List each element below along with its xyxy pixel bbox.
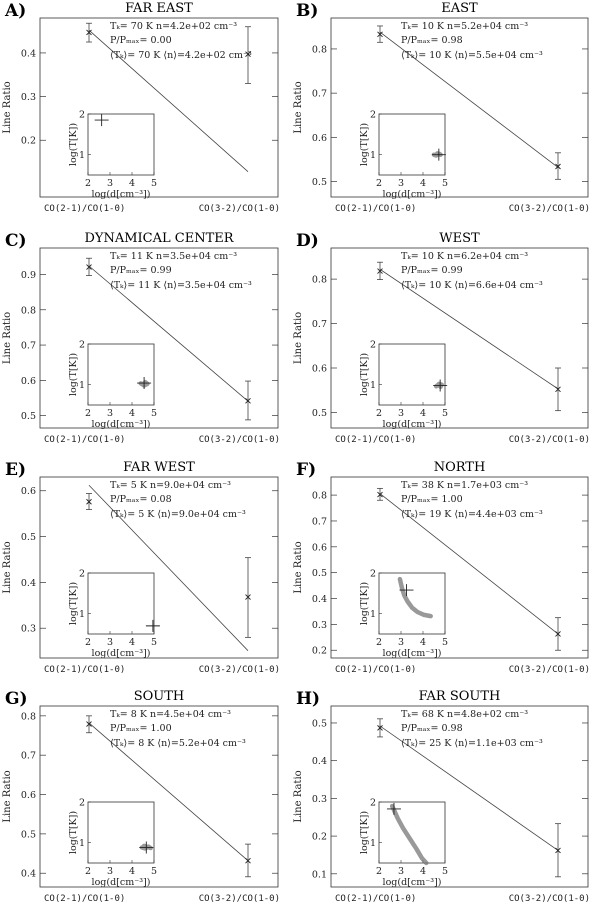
panel-label: B) [296,1,319,21]
inset-frame [88,344,154,405]
inset-x-tick-label: 5 [150,866,158,877]
inset-y-tick-label: 2 [369,339,376,351]
y-tick-label: 0.7 [20,750,36,762]
fit-annotation: ⟨Tₖ⟩= 11 K ⟨n⟩=3.5e+04 cm⁻³ [110,280,252,291]
panel-label: D) [296,231,319,251]
inset-frame [379,114,445,175]
fit-annotation: P/Pₘₐₓ= 0.99 [110,265,172,276]
y-tick-label: 0.2 [311,645,327,657]
y-tick-label: 0.1 [311,869,327,881]
inset-x-tick-label: 5 [150,408,158,419]
y-axis-label: Line Ratio [293,311,304,365]
fit-annotation: ⟨Tₖ⟩= 70 K ⟨n⟩=4.2e+02 cm⁻³ [110,50,252,61]
y-tick-label: 0.9 [20,269,36,281]
inset-y-tick-label: 1 [369,609,376,621]
inset-y-label: log(T[K]) [359,810,370,855]
panel-label: E) [5,460,27,480]
y-axis-label: Line Ratio [293,81,304,134]
fit-annotation: Tₖ= 10 K n=5.2e+04 cm⁻³ [401,21,529,32]
inset-y-tick-label: 2 [369,797,376,809]
inset-x-tick-label: 4 [419,637,427,648]
panel-label: A) [5,1,27,21]
x-category-label: CO(3-2)/CO(1-0) [198,894,280,904]
inset-x-tick-label: 3 [397,408,405,419]
inset-x-tick-label: 3 [397,866,405,877]
y-tick-label: 0.4 [20,868,36,880]
y-tick-label: 0.4 [20,48,36,60]
y-tick-label: 0.4 [20,577,36,589]
x-category-label: CO(2-1)/CO(1-0) [335,435,417,445]
inset-x-label: log(d[cm⁻³]) [91,877,151,888]
inset-frame [88,573,154,634]
inset-x-label: log(d[cm⁻³]) [382,648,442,659]
inset-x-label: log(d[cm⁻³]) [91,648,151,659]
inset-y-tick-label: 1 [369,380,376,392]
fit-annotation: Tₖ= 38 K n=1.7e+03 cm⁻³ [401,480,529,491]
y-tick-label: 0.7 [20,340,36,352]
fit-annotation: Tₖ= 10 K n=6.2e+04 cm⁻³ [401,251,529,262]
inset-frame [88,114,154,175]
inset-x-tick-label: 4 [128,866,136,877]
panel-title: FAR SOUTH [418,689,501,704]
inset-x-tick-label: 2 [375,637,383,648]
y-axis-label: Line Ratio [293,541,304,594]
y-tick-label: 0.5 [311,718,327,730]
y-axis-label: Line Ratio [293,770,304,823]
inset-x-tick-label: 4 [128,408,136,419]
y-axis-label: Line Ratio [2,541,13,594]
inset-y-label: log(T[K]) [68,122,79,167]
inset-y-tick-label: 2 [78,339,85,351]
panel-3 [2,231,280,445]
x-category-label: CO(3-2)/CO(1-0) [508,435,590,445]
panel-1 [2,1,280,214]
y-tick-label: 0.3 [20,623,36,635]
x-category-label: CO(2-1)/CO(1-0) [44,894,126,904]
x-category-label: CO(3-2)/CO(1-0) [198,435,280,445]
x-category-label: CO(2-1)/CO(1-0) [335,665,417,675]
y-tick-label: 0.4 [311,756,327,768]
inset-x-tick-label: 3 [106,408,114,419]
fit-annotation: ⟨Tₖ⟩= 5 K ⟨n⟩=9.0e+04 cm⁻³ [110,509,246,520]
panel-title: EAST [441,1,478,16]
inset-x-tick-label: 5 [150,178,158,189]
x-category-label: CO(2-1)/CO(1-0) [44,665,126,675]
inset-x-label: log(d[cm⁻³]) [382,877,442,888]
x-category-label: CO(3-2)/CO(1-0) [508,204,590,214]
y-tick-label: 0.7 [311,319,327,331]
panel-2 [293,1,590,214]
y-tick-label: 0.6 [311,363,327,375]
inset-x-tick-label: 4 [419,178,427,189]
panel-label: F) [296,460,317,480]
fit-annotation: P/Pₘₐₓ= 1.00 [110,723,172,734]
panel-title: WEST [439,231,480,246]
inset-y-label: log(T[K]) [359,581,370,626]
y-tick-label: 0.6 [20,790,36,802]
y-tick-label: 0.5 [311,568,327,580]
x-category-label: CO(2-1)/CO(1-0) [44,204,126,214]
fit-annotation: ⟨Tₖ⟩= 10 K ⟨n⟩=5.5e+04 cm⁻³ [401,50,543,61]
panel-6 [293,460,590,675]
fit-annotation: P/Pₘₐₓ= 0.00 [110,35,172,46]
inset-x-tick-label: 3 [106,637,114,648]
fit-annotation: Tₖ= 5 K n=9.0e+04 cm⁻³ [110,480,231,491]
inset-x-tick-label: 3 [397,178,405,189]
fit-annotation: P/Pₘₐₓ= 0.08 [110,494,172,505]
panel-4 [293,231,590,445]
y-tick-label: 0.7 [311,88,327,100]
inset-x-label: log(d[cm⁻³]) [382,419,442,430]
inset-x-tick-label: 2 [84,637,92,648]
inset-y-label: log(T[K]) [68,581,79,626]
inset-y-tick-label: 1 [78,609,85,621]
inset-x-tick-label: 5 [441,178,449,189]
y-tick-label: 0.6 [311,132,327,144]
inset-x-tick-label: 3 [106,866,114,877]
inset-y-tick-label: 2 [369,109,376,121]
fit-annotation: Tₖ= 68 K n=4.8e+02 cm⁻³ [401,709,529,720]
inset-y-label: log(T[K]) [359,122,370,167]
inset-y-tick-label: 1 [78,150,85,162]
y-tick-label: 0.6 [20,375,36,387]
inset-y-tick-label: 1 [369,150,376,162]
y-tick-label: 0.2 [311,831,327,843]
y-tick-label: 0.5 [20,532,36,544]
y-tick-label: 0.8 [311,490,327,502]
inset-x-tick-label: 5 [441,637,449,648]
y-tick-label: 0.8 [20,305,36,317]
inset-x-tick-label: 4 [128,637,136,648]
inset-y-label: log(T[K]) [68,352,79,397]
inset-x-tick-label: 5 [150,637,158,648]
x-category-label: CO(3-2)/CO(1-0) [508,894,590,904]
y-tick-label: 0.8 [20,711,36,723]
y-tick-label: 0.7 [311,516,327,528]
inset-y-tick-label: 2 [78,109,85,121]
fit-annotation: P/Pₘₐₓ= 0.99 [401,265,463,276]
panel-label: G) [5,689,28,709]
x-category-label: CO(3-2)/CO(1-0) [198,204,280,214]
fit-annotation: ⟨Tₖ⟩= 10 K ⟨n⟩=6.6e+04 cm⁻³ [401,280,543,291]
panel-title: FAR WEST [123,460,195,475]
inset-frame [88,802,154,863]
y-tick-label: 0.3 [311,793,327,805]
y-tick-label: 0.8 [311,274,327,286]
inset-x-tick-label: 4 [419,866,427,877]
y-axis-label: Line Ratio [2,81,13,134]
inset-x-tick-label: 2 [84,408,92,419]
inset-y-tick-label: 2 [369,568,376,580]
y-tick-label: 0.3 [311,619,327,631]
inset-y-tick-label: 2 [78,797,85,809]
inset-frame [379,573,445,634]
fit-annotation: P/Pₘₐₓ= 1.00 [401,494,463,505]
inset-x-tick-label: 2 [84,866,92,877]
fit-annotation: ⟨Tₖ⟩= 19 K ⟨n⟩=4.4e+03 cm⁻³ [401,509,543,520]
y-tick-label: 0.4 [311,594,327,606]
panel-title: FAR EAST [125,1,193,16]
y-tick-label: 0.5 [20,411,36,423]
y-tick-label: 0.5 [20,829,36,841]
fit-annotation: P/Pₘₐₓ= 0.98 [401,35,463,46]
inset-x-tick-label: 2 [84,178,92,189]
inset-y-tick-label: 2 [78,568,85,580]
x-category-label: CO(2-1)/CO(1-0) [335,894,417,904]
inset-x-tick-label: 3 [106,178,114,189]
inset-frame [379,802,445,863]
y-tick-label: 0.2 [20,135,36,147]
y-tick-label: 0.3 [20,92,36,104]
panel-title: NORTH [433,460,486,475]
panel-7 [2,689,280,904]
inset-y-tick-label: 1 [78,838,85,850]
y-tick-label: 0.6 [311,542,327,554]
fit-annotation: ⟨Tₖ⟩= 25 K ⟨n⟩=1.1e+03 cm⁻³ [401,738,543,749]
inset-x-tick-label: 4 [419,408,427,419]
y-axis-label: Line Ratio [2,311,13,365]
inset-x-tick-label: 2 [375,178,383,189]
inset-y-label: log(T[K]) [68,810,79,855]
inset-x-label: log(d[cm⁻³]) [91,189,151,200]
fit-annotation: P/Pₘₐₓ= 0.98 [401,723,463,734]
y-tick-label: 0.6 [20,486,36,498]
panel-8 [293,689,590,904]
fit-annotation: ⟨Tₖ⟩= 8 K ⟨n⟩=5.2e+04 cm⁻³ [110,738,246,749]
inset-x-label: log(d[cm⁻³]) [91,419,151,430]
inset-y-label: log(T[K]) [359,352,370,397]
panel-title: SOUTH [133,689,185,704]
x-category-label: CO(3-2)/CO(1-0) [508,665,590,675]
inset-x-tick-label: 5 [441,408,449,419]
panel-label: H) [296,689,321,709]
x-category-label: CO(2-1)/CO(1-0) [335,204,417,214]
x-category-label: CO(3-2)/CO(1-0) [198,665,280,675]
fit-annotation: Tₖ= 11 K n=3.5e+04 cm⁻³ [110,251,238,262]
fit-annotation: Tₖ= 70 K n=4.2e+02 cm⁻³ [110,21,238,32]
inset-x-tick-label: 4 [128,178,136,189]
inset-x-tick-label: 2 [375,866,383,877]
inset-y-tick-label: 1 [78,380,85,392]
y-tick-label: 0.5 [311,177,327,189]
inset-x-tick-label: 2 [375,408,383,419]
x-category-label: CO(2-1)/CO(1-0) [44,435,126,445]
panel-title: DYNAMICAL CENTER [84,231,234,246]
inset-y-tick-label: 1 [369,838,376,850]
fit-annotation: Tₖ= 8 K n=4.5e+04 cm⁻³ [110,709,231,720]
y-axis-label: Line Ratio [2,770,13,823]
inset-frame [379,344,445,405]
inset-x-label: log(d[cm⁻³]) [382,189,442,200]
y-tick-label: 0.8 [311,44,327,56]
inset-x-tick-label: 3 [397,637,405,648]
panel-5 [2,460,280,675]
panel-label: C) [5,231,27,251]
inset-x-tick-label: 5 [441,866,449,877]
y-tick-label: 0.5 [311,407,327,419]
